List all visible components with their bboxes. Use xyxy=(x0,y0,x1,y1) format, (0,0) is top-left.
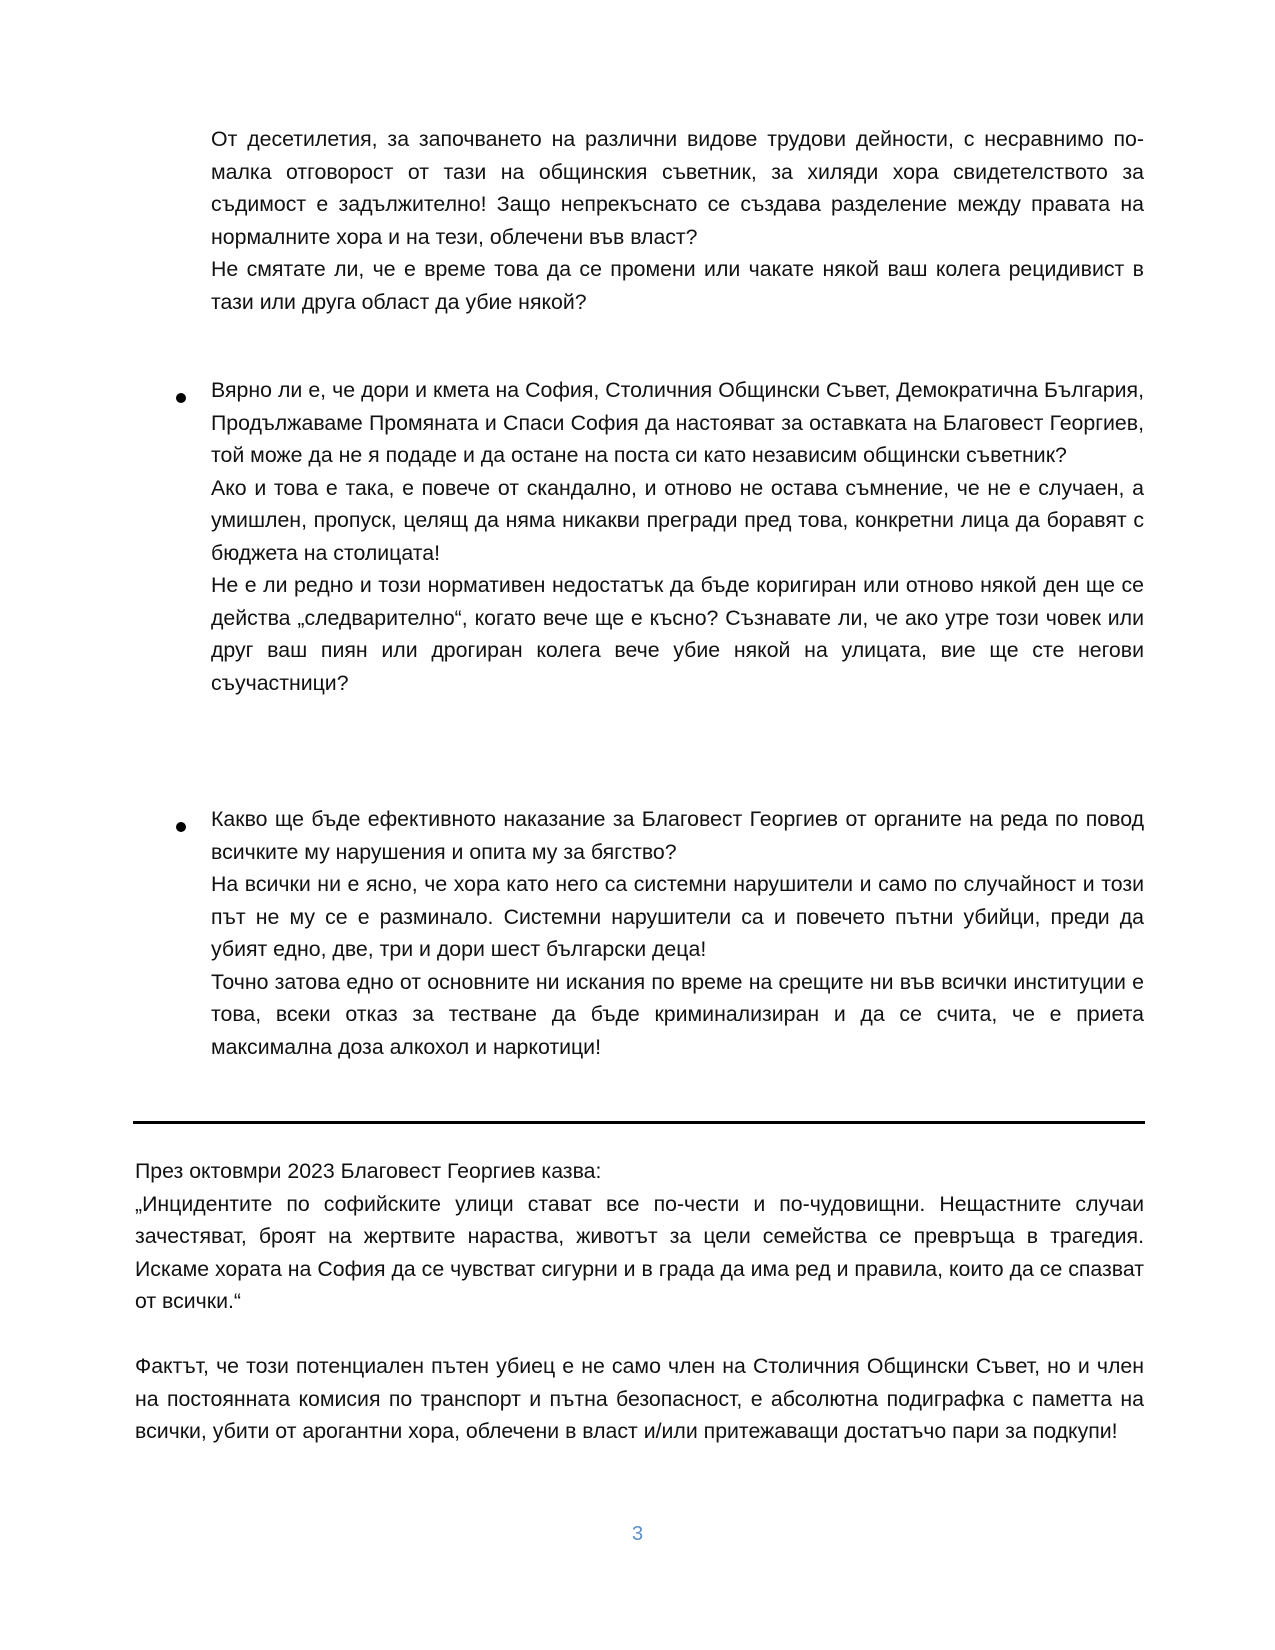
paragraph: От десетилетия, за започването на различни видове трудови дейности, с несравнимо по-малка отговорост от тази на общинския съветник, за хиляди хора свидетелството за съдимост е задължително! Защо непрекъснато се създава разделение между правата на нормалните хора и на тези, облечени във власт? xyxy=(211,127,1144,249)
closing-paragraph xyxy=(135,1350,1144,1448)
paragraph: Фактът, че този потенциален пътен убиец е не само член на Столичния Общински Съвет, но и член на постоянната комисия по транспорт и пътна безопасност, е абсолютна подиграфка с паметта на всички, убити от арогантни хора, облечени в власт и/или притежаващи достатъчо пари за подкупи! xyxy=(135,1354,1144,1443)
bullet-point-icon xyxy=(176,822,186,832)
paragraph: На всички ни е ясно, че хора като него са системни нарушители и само по случайност и този път не му се е разминало. Системни нарушители са и повечето пътни убийци, преди да убият едно, две, три и дори шест български деца! xyxy=(211,872,1144,961)
bullet-point-icon xyxy=(176,393,186,403)
paragraph: Какво ще бъде ефективното наказание за Благовест Георгиев от органите на реда по повод всичките му нарушения и опита му за бягство? xyxy=(211,807,1144,864)
page-number: 3 xyxy=(631,1523,644,1545)
paragraph: Вярно ли е, че дори и кмета на София, Столичния Общински Съвет, Демократична България, Продължаваме Промяната и Спаси София да настояват за оставката на Благовест Георгиев, той може да не я подаде и да остане на поста си като независим общински съветник? xyxy=(211,378,1144,467)
paragraph: Не е ли редно и този нормативен недостатък да бъде коригиран или отново някой ден ще се действа „следварително“, когато вече ще е късно? Съзнавате ли, че ако утре този човек или друг ваш пиян или дрогиран колега вече убие някой на улицата, вие ще сте негови съучастници? xyxy=(211,573,1144,695)
horizontal-divider xyxy=(133,1121,1145,1124)
paragraph: Не смятате ли, че е време това да се промени или чакате някой ваш колега рецидивист в тази или друга област да убие някой? xyxy=(211,257,1144,314)
quote-text: „Инцидентите по софийските улици стават все по-чести и по-чудовищни. Нещастните случаи зачестяват, броят на жертвите нараства, животът за цели семейства се превръща в трагедия. Искаме хората на София да се чувстват сигурни и в града да има ред и правила, които да се спазват от всички.“ xyxy=(135,1191,1144,1313)
bullet-item-2 xyxy=(211,803,1144,1063)
quote-section xyxy=(135,1155,1144,1318)
paragraph: Точно затова едно от основните ни искания по време на срещите ни във всички институции е това, всеки отказ за тестване да бъде криминализиран и да се счита, че е приета максимална доза алкохол и наркотици! xyxy=(211,969,1144,1059)
quote-intro: През октовмри 2023 Благовест Георгиев казва: xyxy=(135,1159,602,1183)
paragraph: Ако и това е така, е повече от скандално, и отново не остава съмнение, че не е случаен, а умишлен, пропуск, целящ да няма никакви прегради пред това, конкретни лица да боравят с бюджета на столицата! xyxy=(211,475,1144,565)
bullet-item-1 xyxy=(211,374,1144,699)
continued-paragraph-block xyxy=(211,123,1144,318)
